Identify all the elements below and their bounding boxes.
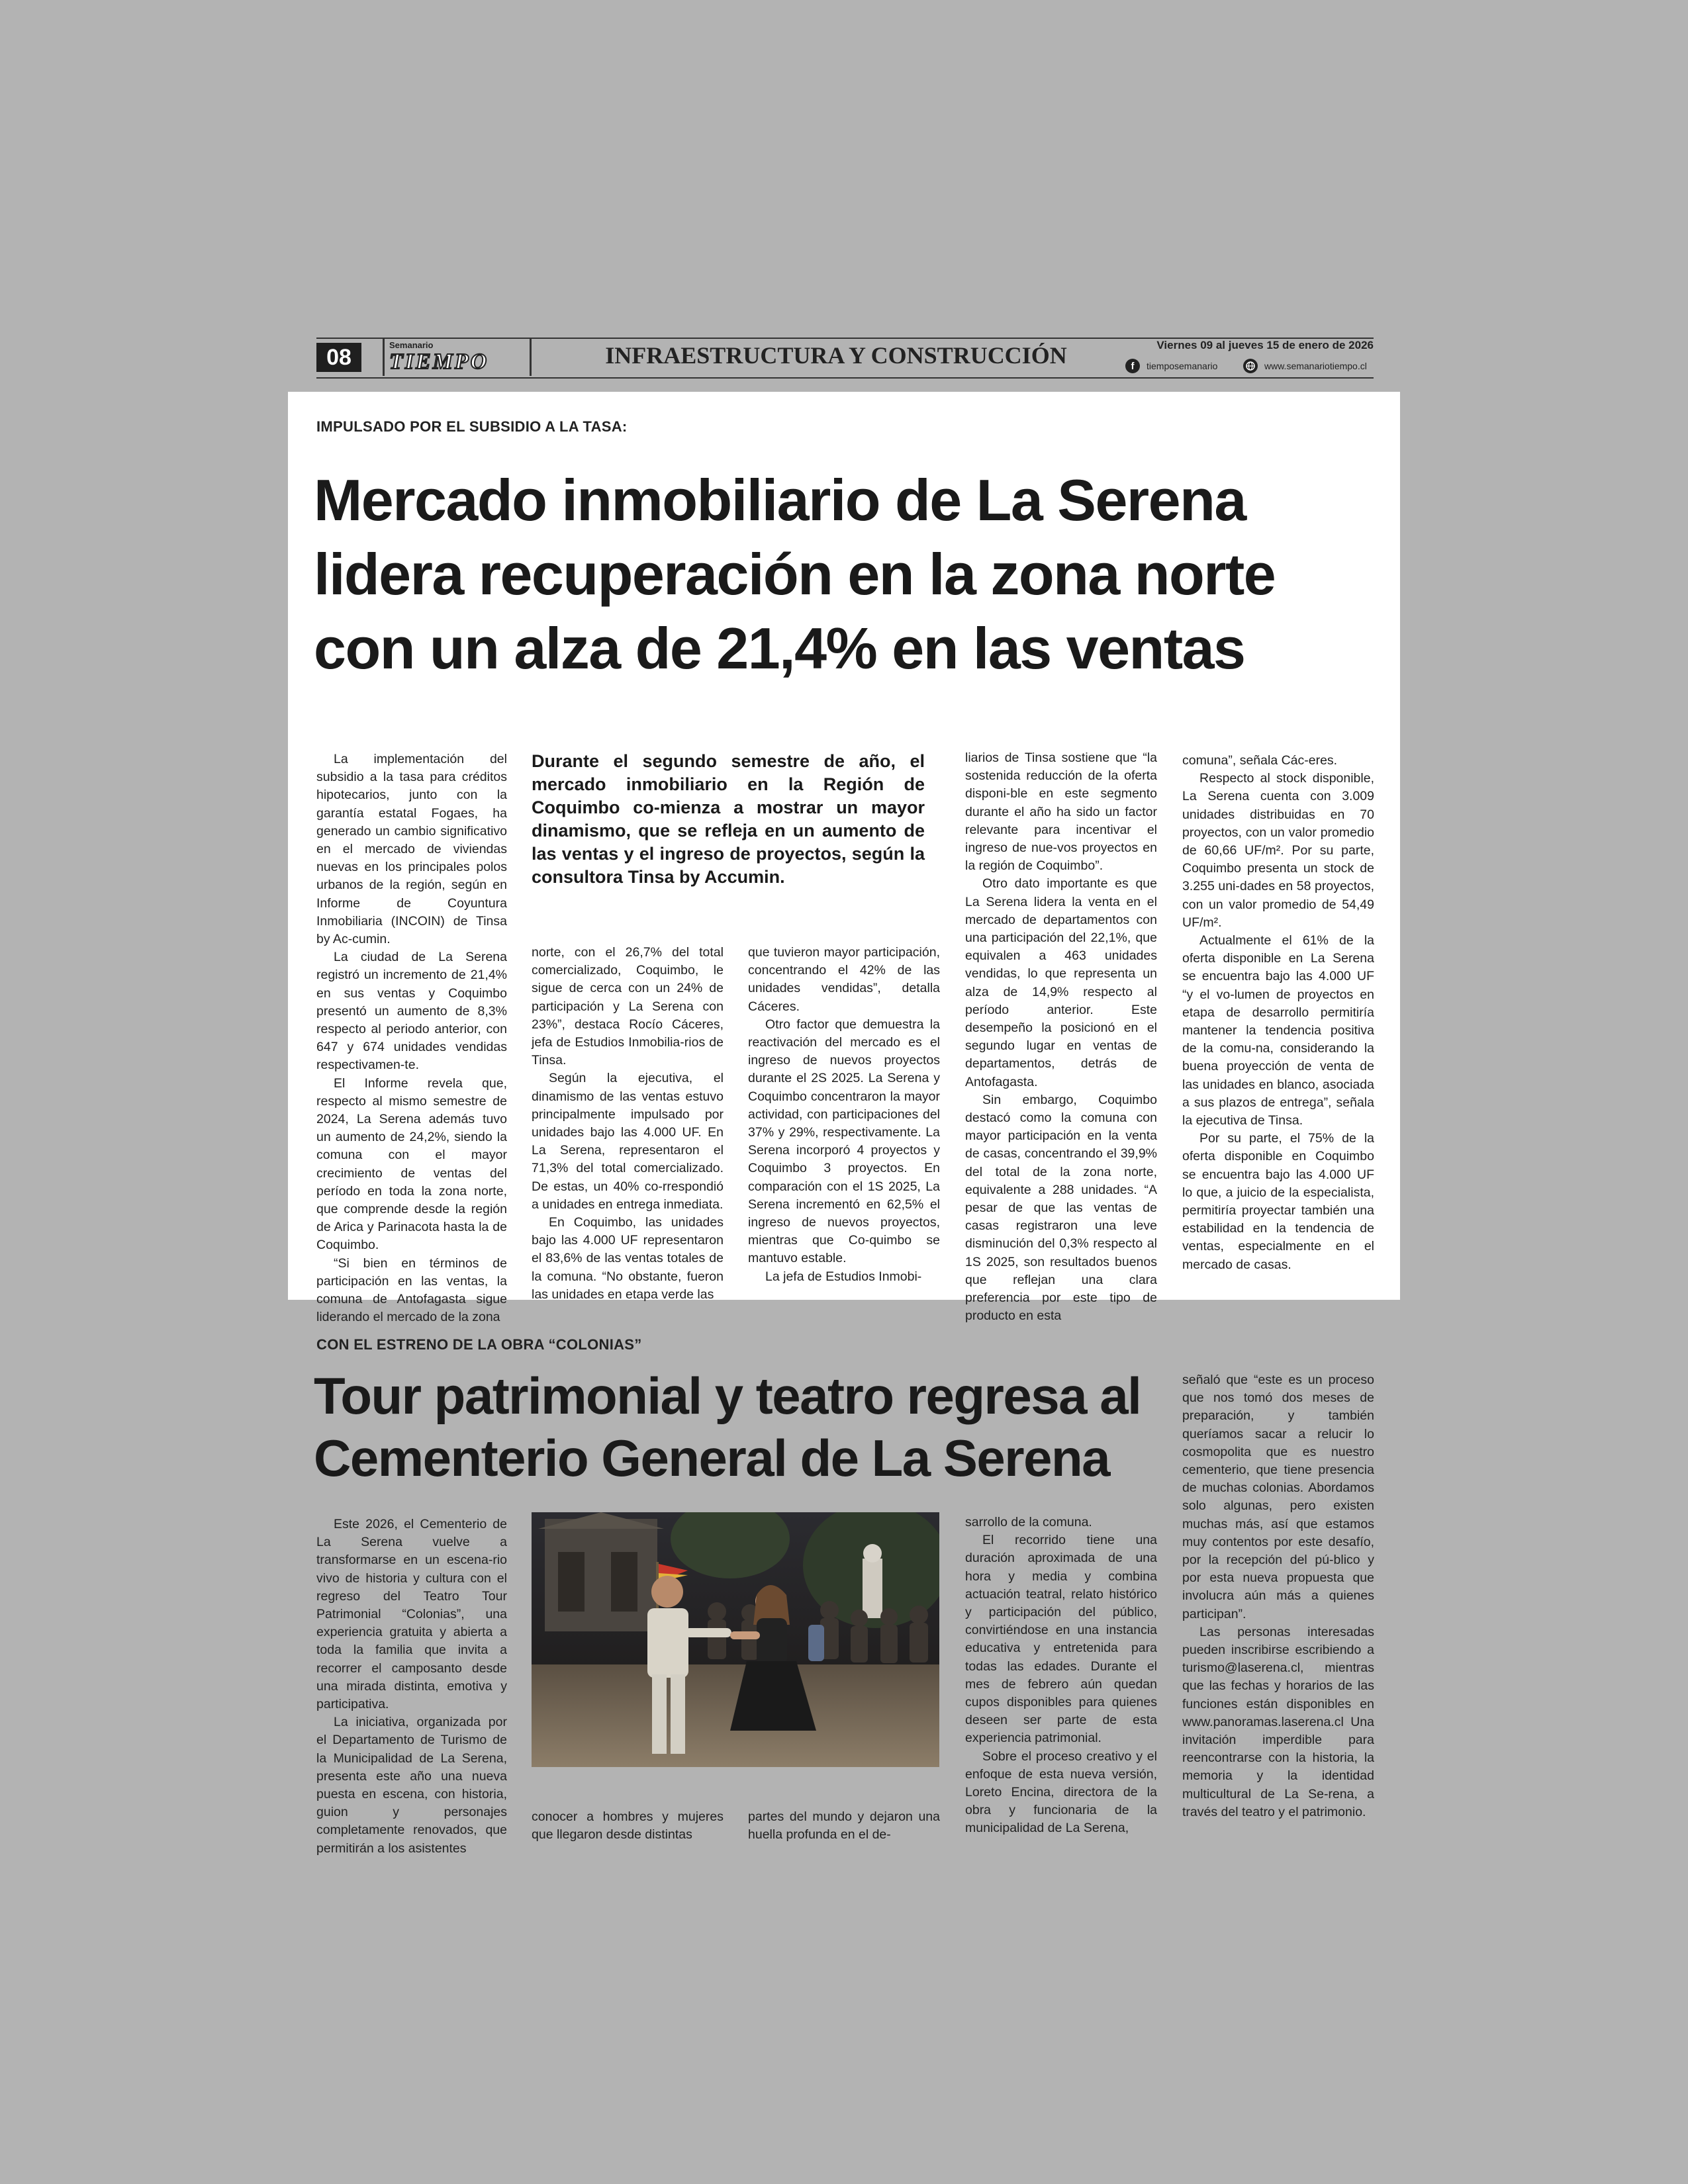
article2-column-3: [748, 1808, 940, 1844]
headline-line: Mercado inmobiliario de La Serena: [314, 467, 1246, 533]
paragraph: La jefa de Estudios Inmobi-: [765, 1269, 922, 1284]
facebook-handle: tiemposemanario: [1147, 361, 1218, 371]
headline-line: Cementerio General de La Serena: [314, 1429, 1109, 1487]
article2-photo: [532, 1512, 939, 1767]
page-number: 08: [316, 343, 361, 372]
article2-column-5: [1182, 1371, 1374, 1821]
facebook-link[interactable]: [1125, 359, 1217, 373]
article1-column-4: [965, 749, 1157, 1326]
paragraph: Otro factor que demuestra la reactivación del mercado es el ingreso de nuevos proyectos durante el 2S 2025. La Serena y Coquimbo concentraron la mayor actividad, con participaciones del 37% y 29%, respectivamente. La Serena incorporó 4 proyectos y Coquimbo 3 proyectos. En comparación con el 1S 2025, La Serena incrementó en 62,5% el ingreso de nuevos proyectos, mientras que Co-quimbo se mantuvo estable.: [748, 1017, 940, 1266]
paragraph: señaló que “este es un proceso que nos tomó dos meses de preparación, y también queríamos sacar a relucir lo cosmopolita que es nuestro cementerio, que tiene presencia de muchas colonias. Abordamos solo algunas, pero existen muchas más, así que estamos muy contentos por este desafío, por la recepción del pú-blico y por esta nueva propuesta que involucra aún más a quienes participan”.: [1182, 1373, 1374, 1621]
web-icon: [1243, 359, 1258, 373]
paragraph: Este 2026, el Cementerio de La Serena vuelve a transformarse en un escena-rio vivo de historia y cultura con el regreso del Teatro Tour Patrimonial “Colonias”, una experiencia gratuita y abierta a toda la familia que invita a recorrer el camposanto desde una mirada distinta, emotiva y participativa.: [316, 1517, 507, 1712]
website-url: www.semanariotiempo.cl: [1264, 361, 1367, 371]
paragraph: conocer a hombres y mujeres que llegaron desde distintas: [532, 1809, 724, 1843]
article2-column-2: [532, 1808, 724, 1844]
paragraph: Según la ejecutiva, el dinamismo de las ventas estuvo principalmente impulsado por unidades bajo las 4.000 UF. En La Serena, representaron el 71,3% del total comercializado. De estas, un 40% co-rrespondió a unidades en entrega inmediata.: [532, 1071, 724, 1212]
paragraph: sarrollo de la comuna.: [965, 1515, 1092, 1529]
paragraph: “Si bien en términos de participación en las ventas, la comuna de Antofagasta sigue liderando el mercado de la zona: [316, 1255, 507, 1325]
paragraph: norte, con el 26,7% del total comercializado, Coquimbo, le sigue de cerca con un 24% de participación y La Serena con 23%”, destaca Rocío Cáceres, jefa de Estudios Inmobilia-rios de Tinsa.: [532, 945, 724, 1068]
paragraph: En Coquimbo, las unidades bajo las 4.000 UF representaron el 83,6% de las ventas totales de la comuna. “No obstante, fueron las unidades en etapa verde las: [532, 1215, 724, 1302]
article1-column-3: [748, 944, 940, 1286]
article2-column-1: [316, 1516, 507, 1858]
header-divider: [383, 339, 385, 376]
article2-column-4: [965, 1514, 1157, 1838]
paragraph: Las personas interesadas pueden inscribirse escribiendo a turismo@laserena.cl, mientras que las fechas y horarios de las funciones están disponibles en www.panoramas.laserena.cl Una invitación imperdible para reencontrarse con la historia, la memoria y la identidad multicultural de La Se-rena, a través del teatro y el patrimonio.: [1182, 1624, 1374, 1819]
article1-kicker: IMPULSADO POR EL SUBSIDIO A LA TASA:: [316, 418, 628, 435]
paragraph: El recorrido tiene una duración aproximada de una hora y media y combina actuación teatral, relato histórico y participación del público, convirtiéndose en una instancia educativa y entretenida para todas las edades. Durante el mes de febrero aún quedan cupos disponibles para quienes deseen ser parte de esta experiencia patrimonial.: [965, 1533, 1157, 1746]
article1-column-5: [1182, 752, 1374, 1274]
header-rule-bottom: [316, 377, 1374, 379]
paragraph: Respecto al stock disponible, La Serena cuenta con 3.009 unidades distribuidas en 70 proyectos, con un valor promedio de 60,66 UF/m². Por su parte, Coquimbo presenta un stock de 3.255 uni-dades en 58 proyectos, con un valor promedio de 54,49 UF/m².: [1182, 771, 1374, 930]
paragraph: liarios de Tinsa sostiene que “la sostenida reducción de la oferta disponi-ble en este segmento durante el año ha sido un factor relevante para incentivar el ingreso de nue-vos proyectos en la región de Coquimbo”.: [965, 751, 1157, 874]
issue-date: Viernes 09 al jueves 15 de enero de 2026: [1156, 339, 1374, 351]
paragraph: La iniciativa, organizada por el Departamento de Turismo de la Municipalidad de La Serena, presenta este año una nueva puesta en escena, con historia, guion y personajes completamente renovados, que permitirán a los asistentes: [316, 1715, 507, 1856]
publication-logo: TIEMPO: [389, 349, 489, 374]
website-link[interactable]: [1243, 359, 1367, 373]
article1-headline: [314, 463, 1373, 686]
paragraph: Otro dato importante es que La Serena lidera la venta en el mercado de departamentos con una participación del 22,1%, que equivalen a 463 unidades vendidas, lo que representa un alza de 14,9% respecto al período anterior. Este desempeño la posicionó en el segundo lugar en ventas de departamentos, detrás de Antofagasta.: [965, 876, 1157, 1089]
article2-kicker: CON EL ESTRENO DE LA OBRA “COLONIAS”: [316, 1336, 642, 1353]
facebook-icon: f: [1125, 359, 1140, 373]
article1-column-2: [532, 944, 724, 1304]
paragraph: comuna”, señala Các-eres.: [1182, 753, 1338, 768]
paragraph: Actualmente el 61% de la oferta disponible en La Serena se encuentra bajo las 4.000 UF “y el vo-lumen de proyectos en etapa de desarrollo permitiría mantener la tendencia positiva de la comu-na, considerando la buena proyección de venta de las unidades en blanco, asociada a sus plazos de entrega”, señala la ejecutiva de Tinsa.: [1182, 933, 1374, 1128]
article1-lead: Durante el segundo semestre de año, el mercado inmobiliario en la Región de Coquimbo co-mienza a mostrar un mayor dinamismo, que se refleja en un aumento de las ventas y el ingreso de proyectos, según la consultora Tinsa by Accumin.: [532, 751, 925, 887]
headline-line: lidera recuperación en la zona norte: [314, 541, 1276, 607]
paragraph: Por su parte, el 75% de la oferta disponible en Coquimbo se encuentra bajo las 4.000 UF lo que, a juicio de la especialista, permitiría proyectar también una estabilidad en la tendencia de ventas, especialmente en el mercado de casas.: [1182, 1131, 1374, 1272]
section-title: INFRAESTRUCTURA Y CONSTRUCCIÓN: [605, 342, 1067, 369]
headline-line: con un alza de 21,4% en las ventas: [314, 615, 1245, 681]
headline-line: Tour patrimonial y teatro regresa al: [314, 1367, 1141, 1425]
header-divider: [530, 339, 532, 376]
paragraph: El Informe revela que, respecto al mismo semestre de 2024, La Serena además tuvo un aumento de 24,2%, siendo la comuna con el mayor crecimiento de ventas del período en toda la zona norte, que comprende desde la región de Arica y Parinacota hasta la de Coquimbo.: [316, 1075, 507, 1253]
logo-subtitle: Semanario: [389, 340, 434, 350]
paragraph: La ciudad de La Serena registró un incremento de 21,4% en sus ventas y Coquimbo presentó un aumento de 8,3% respecto al periodo anterior, con 647 y 674 unidades vendidas respectivamen-te.: [316, 950, 507, 1073]
paragraph: Sin embargo, Coquimbo destacó como la comuna con mayor participación en la venta de casas, concentrando el 39,9% del total de la zona norte, equivalente a 288 unidades. “A pesar de que las ventas de casas registraron una leve disminución del 0,3% respecto al 1S 2025, son resultados buenos que reflejan una clara preferencia por este tipo de producto en esta: [965, 1092, 1157, 1324]
paragraph: Sobre el proceso creativo y el enfoque de esta nueva versión, Loreto Encina, directora de la obra y funcionaria de la municipalidad de La Serena,: [965, 1749, 1157, 1836]
paragraph: La implementación del subsidio a la tasa para créditos hipotecarios, junto con la garantía estatal Fogaes, ha generado un cambio significativo en el mercado de viviendas nuevas en los principales polos urbanos de la región, según en Informe de Coyuntura Inmobiliaria (INCOIN) de Tinsa by Ac-cumin.: [316, 752, 507, 947]
paragraph: partes del mundo y dejaron una huella profunda en el de-: [748, 1809, 940, 1843]
article1-column-1: [316, 751, 507, 1327]
paragraph: que tuvieron mayor participación, concentrando el 42% de las unidades vendidas”, detalla Cáceres.: [748, 945, 940, 1014]
article2-headline: [314, 1365, 1174, 1489]
